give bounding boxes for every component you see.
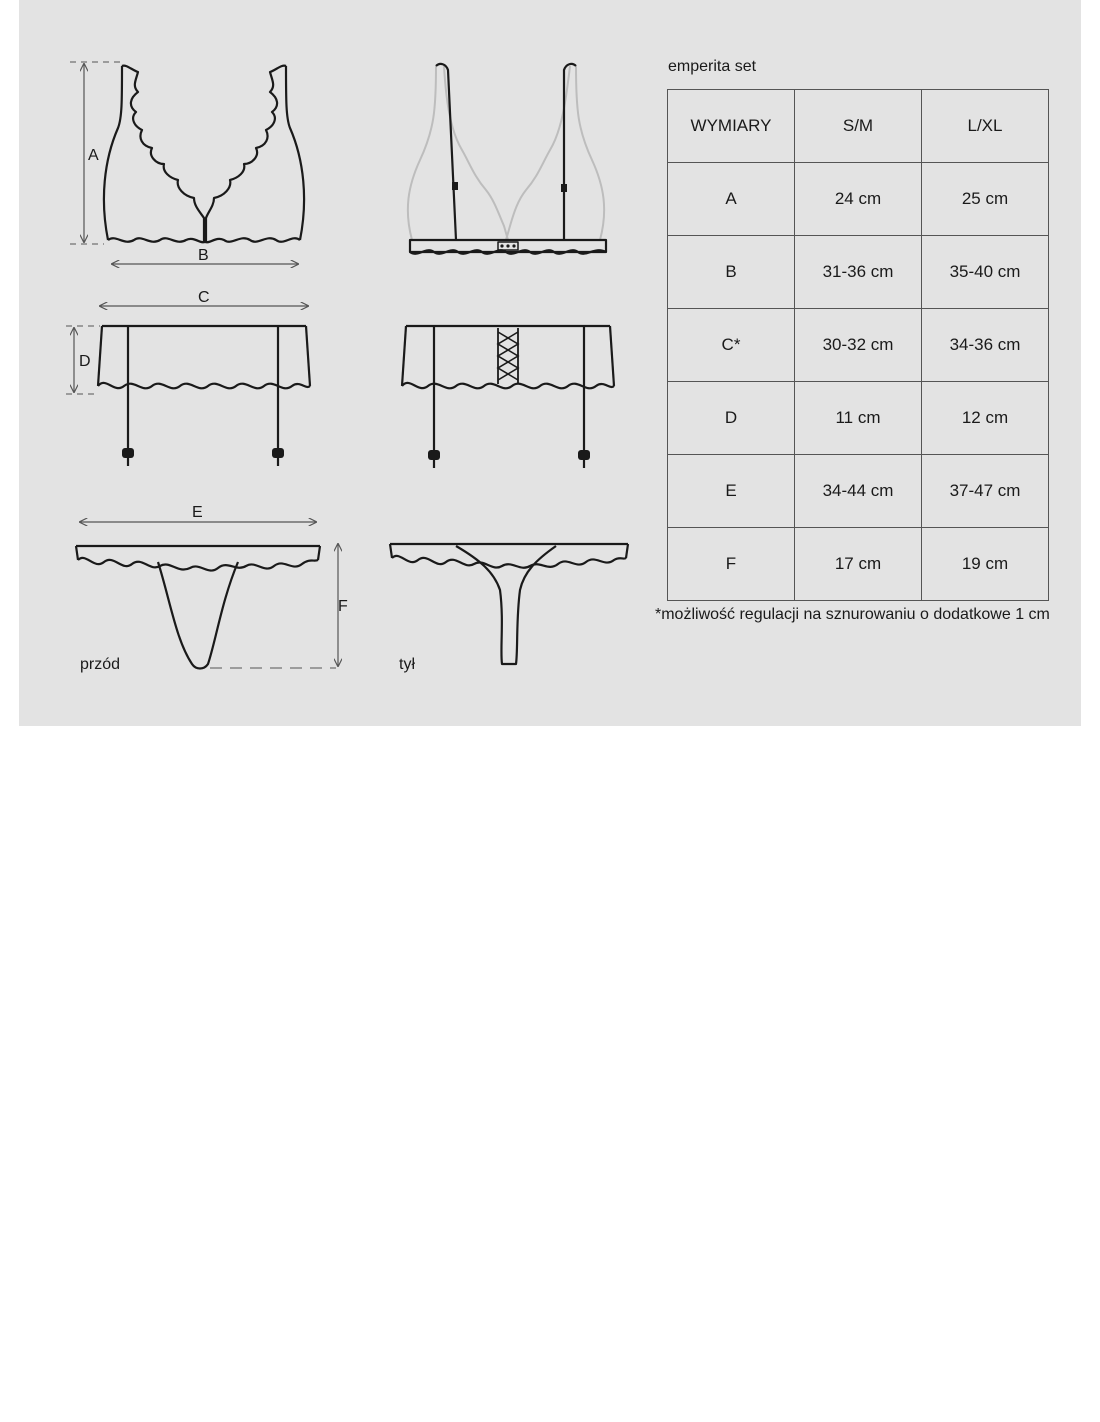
table-cell: 25 cm bbox=[922, 163, 1049, 236]
table-cell: 11 cm bbox=[795, 382, 922, 455]
thong-back-drawing bbox=[390, 544, 628, 664]
table-row bbox=[668, 309, 1049, 382]
header-cell: L/XL bbox=[922, 90, 1049, 163]
table-row bbox=[668, 455, 1049, 528]
size-table bbox=[667, 89, 1049, 601]
table-cell: 35-40 cm bbox=[922, 236, 1049, 309]
label-f: F bbox=[338, 598, 348, 615]
table-header-row bbox=[668, 90, 1049, 163]
dimension-d bbox=[66, 326, 100, 394]
table-cell: 34-36 cm bbox=[922, 309, 1049, 382]
table-row bbox=[668, 528, 1049, 601]
garter-back-drawing bbox=[402, 326, 614, 468]
table-cell: D bbox=[668, 382, 795, 455]
table-cell: 24 cm bbox=[795, 163, 922, 236]
label-c: C bbox=[198, 289, 210, 306]
bra-front-drawing bbox=[104, 66, 304, 243]
table-row bbox=[668, 163, 1049, 236]
thong-front-drawing bbox=[76, 546, 320, 669]
label-d: D bbox=[79, 353, 91, 370]
back-view-label: tył bbox=[399, 656, 415, 673]
dimension-a bbox=[70, 62, 120, 244]
footnote: *możliwość regulacji na sznurowaniu o dodatkowe 1 cm bbox=[655, 606, 1050, 623]
table-cell: 30-32 cm bbox=[795, 309, 922, 382]
table-row bbox=[668, 236, 1049, 309]
table-cell: A bbox=[668, 163, 795, 236]
table-cell: F bbox=[668, 528, 795, 601]
label-b: B bbox=[198, 247, 209, 264]
table-cell: 17 cm bbox=[795, 528, 922, 601]
label-e: E bbox=[192, 504, 203, 521]
dimension-e bbox=[80, 504, 316, 522]
dimension-c bbox=[100, 289, 308, 306]
header-cell: WYMIARY bbox=[668, 90, 795, 163]
label-a: A bbox=[88, 147, 99, 164]
table-cell: 12 cm bbox=[922, 382, 1049, 455]
table-cell: 37-47 cm bbox=[922, 455, 1049, 528]
dimension-b bbox=[112, 247, 298, 264]
table-cell: 31-36 cm bbox=[795, 236, 922, 309]
table-cell: E bbox=[668, 455, 795, 528]
table-cell: 19 cm bbox=[922, 528, 1049, 601]
table-row bbox=[668, 382, 1049, 455]
garter-front-drawing bbox=[98, 326, 310, 466]
front-view-label: przód bbox=[80, 656, 121, 673]
set-title: emperita set bbox=[668, 58, 757, 75]
table-cell: C* bbox=[668, 309, 795, 382]
header-cell: S/M bbox=[795, 90, 922, 163]
table-cell: B bbox=[668, 236, 795, 309]
garment-diagram bbox=[0, 0, 660, 726]
bra-back-drawing bbox=[408, 64, 606, 254]
table-cell: 34-44 cm bbox=[795, 455, 922, 528]
